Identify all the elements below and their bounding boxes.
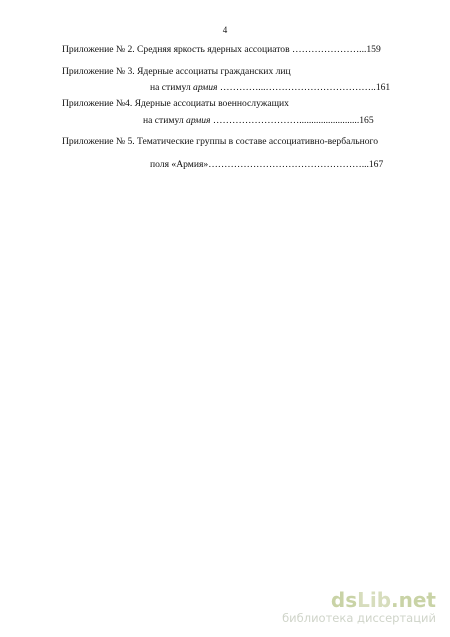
toc-entry-prefix: на стимул bbox=[150, 82, 194, 93]
dslib-logo: dsLib.net bbox=[330, 588, 436, 612]
toc-entry-leader-page: …………...……………………………..161 bbox=[217, 82, 391, 93]
toc-entry-appendix-4: Приложение №4. Ядерные ассоциаты военнослужащих bbox=[62, 98, 289, 109]
toc-entry-prefix: на стимул bbox=[143, 115, 187, 126]
dslib-watermark bbox=[282, 590, 436, 625]
toc-entry-appendix-2: Приложение № 2. Средняя яркость ядерных ассоциатов …………………...159 bbox=[62, 44, 381, 55]
toc-entry-italic-stimulus: армия bbox=[193, 82, 218, 93]
toc-entry-appendix-5-continued: поля «Армия»…………………………………………...167 bbox=[150, 159, 384, 170]
page-number: 4 bbox=[222, 25, 228, 35]
toc-entry-leader-page: ……………………….........................165 bbox=[210, 115, 374, 126]
toc-entry-appendix-3: Приложение № 3. Ядерные ассоциаты гражданских лиц bbox=[62, 66, 291, 77]
toc-entry-appendix-4-continued bbox=[143, 115, 374, 127]
toc-entry-appendix-3-continued bbox=[150, 82, 390, 94]
toc-entry-italic-stimulus: армия bbox=[186, 115, 211, 126]
toc-entry-appendix-5: Приложение № 5. Тематические группы в составе ассоциативно-вербального bbox=[62, 136, 379, 147]
dslib-subtitle: библиотека диссертаций bbox=[282, 611, 436, 625]
